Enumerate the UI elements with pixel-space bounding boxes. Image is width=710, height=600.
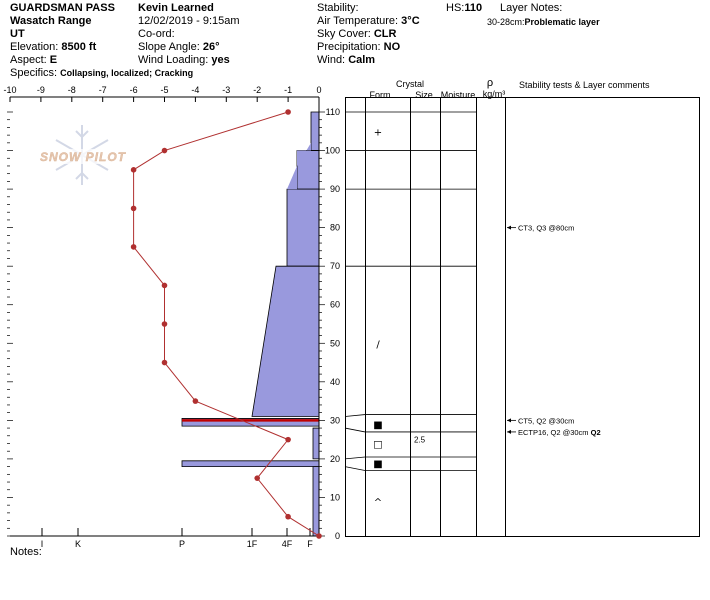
notes-label: Notes: (10, 546, 42, 558)
observation-datetime: 12/02/2019 - 9:15am (138, 15, 240, 27)
hs-value: 110 (464, 2, 483, 14)
layer-connector (345, 467, 365, 471)
crystal-symbol: + (373, 127, 383, 139)
temperature-point (285, 514, 291, 520)
elevation-value: 8500 ft (61, 41, 97, 53)
wind-label: Wind: (317, 54, 346, 66)
height-tick-label: 70 (329, 261, 340, 272)
header-stability-comments: Stability tests & Layer comments (519, 80, 650, 90)
sky-value: CLR (373, 28, 397, 40)
layer-connector (345, 415, 365, 417)
hardness-layer (182, 461, 319, 467)
height-tick-label: 60 (329, 299, 340, 310)
temperature-point (162, 148, 168, 154)
temperature-point (285, 109, 291, 115)
temp-axis-ticks (3, 85, 321, 102)
state-name: UT (10, 28, 25, 40)
height-tick-label: 40 (329, 376, 340, 387)
temperature-point (162, 360, 168, 366)
location-name: GUARDSMAN PASS (10, 2, 115, 14)
slope-value: 26° (202, 41, 220, 53)
hardness-tick-label: I (40, 539, 44, 549)
temp-tick-label: -9 (36, 85, 45, 95)
temperature-point (162, 283, 168, 289)
crystal-symbol: ■ (373, 420, 383, 432)
height-tick-label: 30 (329, 415, 340, 426)
layer-note-depth: 30-28cm: (487, 17, 525, 27)
header-crystal: Crystal (395, 79, 425, 89)
specifics-value: Collapsing, localized; Cracking (60, 68, 194, 78)
wind-loading-value: yes (211, 54, 230, 66)
test-arrow-head (507, 418, 511, 422)
hardness-layer (313, 428, 319, 459)
header-moisture: Moisture (440, 90, 476, 100)
crystal-sizes (414, 436, 426, 445)
range-name: Wasatch Range (10, 15, 92, 27)
hardness-layer (311, 112, 319, 151)
temp-tick-label: -5 (160, 85, 169, 95)
temperature-point (254, 475, 260, 481)
temperature-point (285, 437, 291, 443)
height-tick-label: 90 (329, 184, 340, 195)
height-tick-label: 110 (325, 107, 340, 117)
hardness-tick-label: P (178, 539, 186, 549)
crystal-symbol: ^ (373, 497, 383, 509)
air-temp-label: Air Temperature: (317, 15, 399, 27)
specifics-label: Specifics: (10, 67, 58, 79)
height-tick-label: 50 (329, 338, 340, 349)
temp-tick-label: -3 (222, 85, 231, 95)
height-tick-label: 80 (329, 222, 340, 233)
header-form: Form (369, 90, 391, 100)
layer-connector (345, 457, 365, 459)
height-tick-label: 0 (334, 531, 340, 541)
precip-value: NO (383, 41, 401, 53)
hardness-tick-label: 1F (246, 539, 258, 549)
temp-tick-label: -6 (129, 85, 138, 95)
coord-label: Co-ord: (138, 28, 175, 40)
height-tick-label: 100 (324, 145, 340, 156)
hs-label: HS: (446, 2, 465, 14)
height-tick-label: 10 (329, 492, 340, 503)
hardness-layer-step (287, 166, 297, 189)
header-density-unit: kg/m³ (482, 89, 506, 99)
test-label: ECTP16, Q2 @30cm Q2 (518, 427, 601, 437)
layer-connector (345, 428, 365, 432)
temperature-point (131, 244, 137, 250)
header-size: Size (415, 90, 433, 100)
height-tick-label: 20 (329, 453, 340, 464)
sky-label: Sky Cover: (317, 28, 371, 40)
temperature-point (131, 206, 137, 212)
air-temp-value: 3°C (401, 15, 420, 27)
stability-tests (507, 224, 601, 437)
hardness-layer (313, 467, 319, 536)
stability-label: Stability: (317, 2, 359, 14)
wind-value: Calm (348, 54, 376, 66)
wind-loading-label: Wind Loading: (138, 54, 209, 66)
observer-name: Kevin Learned (138, 2, 214, 14)
test-arrow-head (507, 226, 511, 230)
layer-notes-label: Layer Notes: (500, 2, 563, 14)
temperature-point (131, 167, 137, 173)
temp-tick-label: -10 (3, 85, 17, 95)
header-rho: ρ (486, 77, 494, 89)
temp-tick-label: 0 (316, 85, 322, 95)
hardness-tick-label: F (307, 539, 313, 549)
temp-tick-label: -2 (253, 85, 262, 95)
temp-tick-label: -7 (98, 85, 107, 95)
test-label: CT3, Q3 @80cm (518, 223, 575, 233)
slope-label: Slope Angle: (138, 41, 200, 53)
elevation-label: Elevation: (10, 41, 59, 53)
precip-label: Precipitation: (317, 41, 381, 53)
crystal-symbol: / (376, 339, 380, 351)
hardness-layer (252, 266, 319, 416)
hardness-profile (182, 112, 319, 536)
test-arrow-head (507, 430, 511, 434)
aspect-label: Aspect: (10, 54, 47, 66)
temp-tick-label: -4 (191, 85, 200, 95)
temp-tick-label: -8 (67, 85, 76, 95)
temperature-point (162, 321, 168, 327)
test-label: CT5, Q2 @30cm (518, 416, 575, 426)
hardness-axis-ticks (41, 528, 314, 549)
hardness-tick-label: K (74, 539, 82, 549)
temp-tick-label: -1 (284, 85, 293, 95)
test-label-bold: Q2 (590, 427, 601, 437)
crystal-size: 2.5 (414, 435, 426, 445)
temperature-point (193, 398, 199, 404)
crystal-symbols (373, 127, 382, 508)
layer-table (346, 97, 700, 537)
crystal-symbol: ■ (373, 458, 383, 470)
aspect-value: E (49, 54, 58, 66)
hardness-tick-label: 4F (281, 539, 293, 549)
crystal-symbol: □ (373, 439, 383, 451)
layer-note-text: Problematic layer (524, 17, 600, 27)
hardness-layer (287, 189, 319, 266)
temperature-point (316, 533, 322, 539)
snowpilot-logo: SNOW PILOT (40, 150, 126, 164)
